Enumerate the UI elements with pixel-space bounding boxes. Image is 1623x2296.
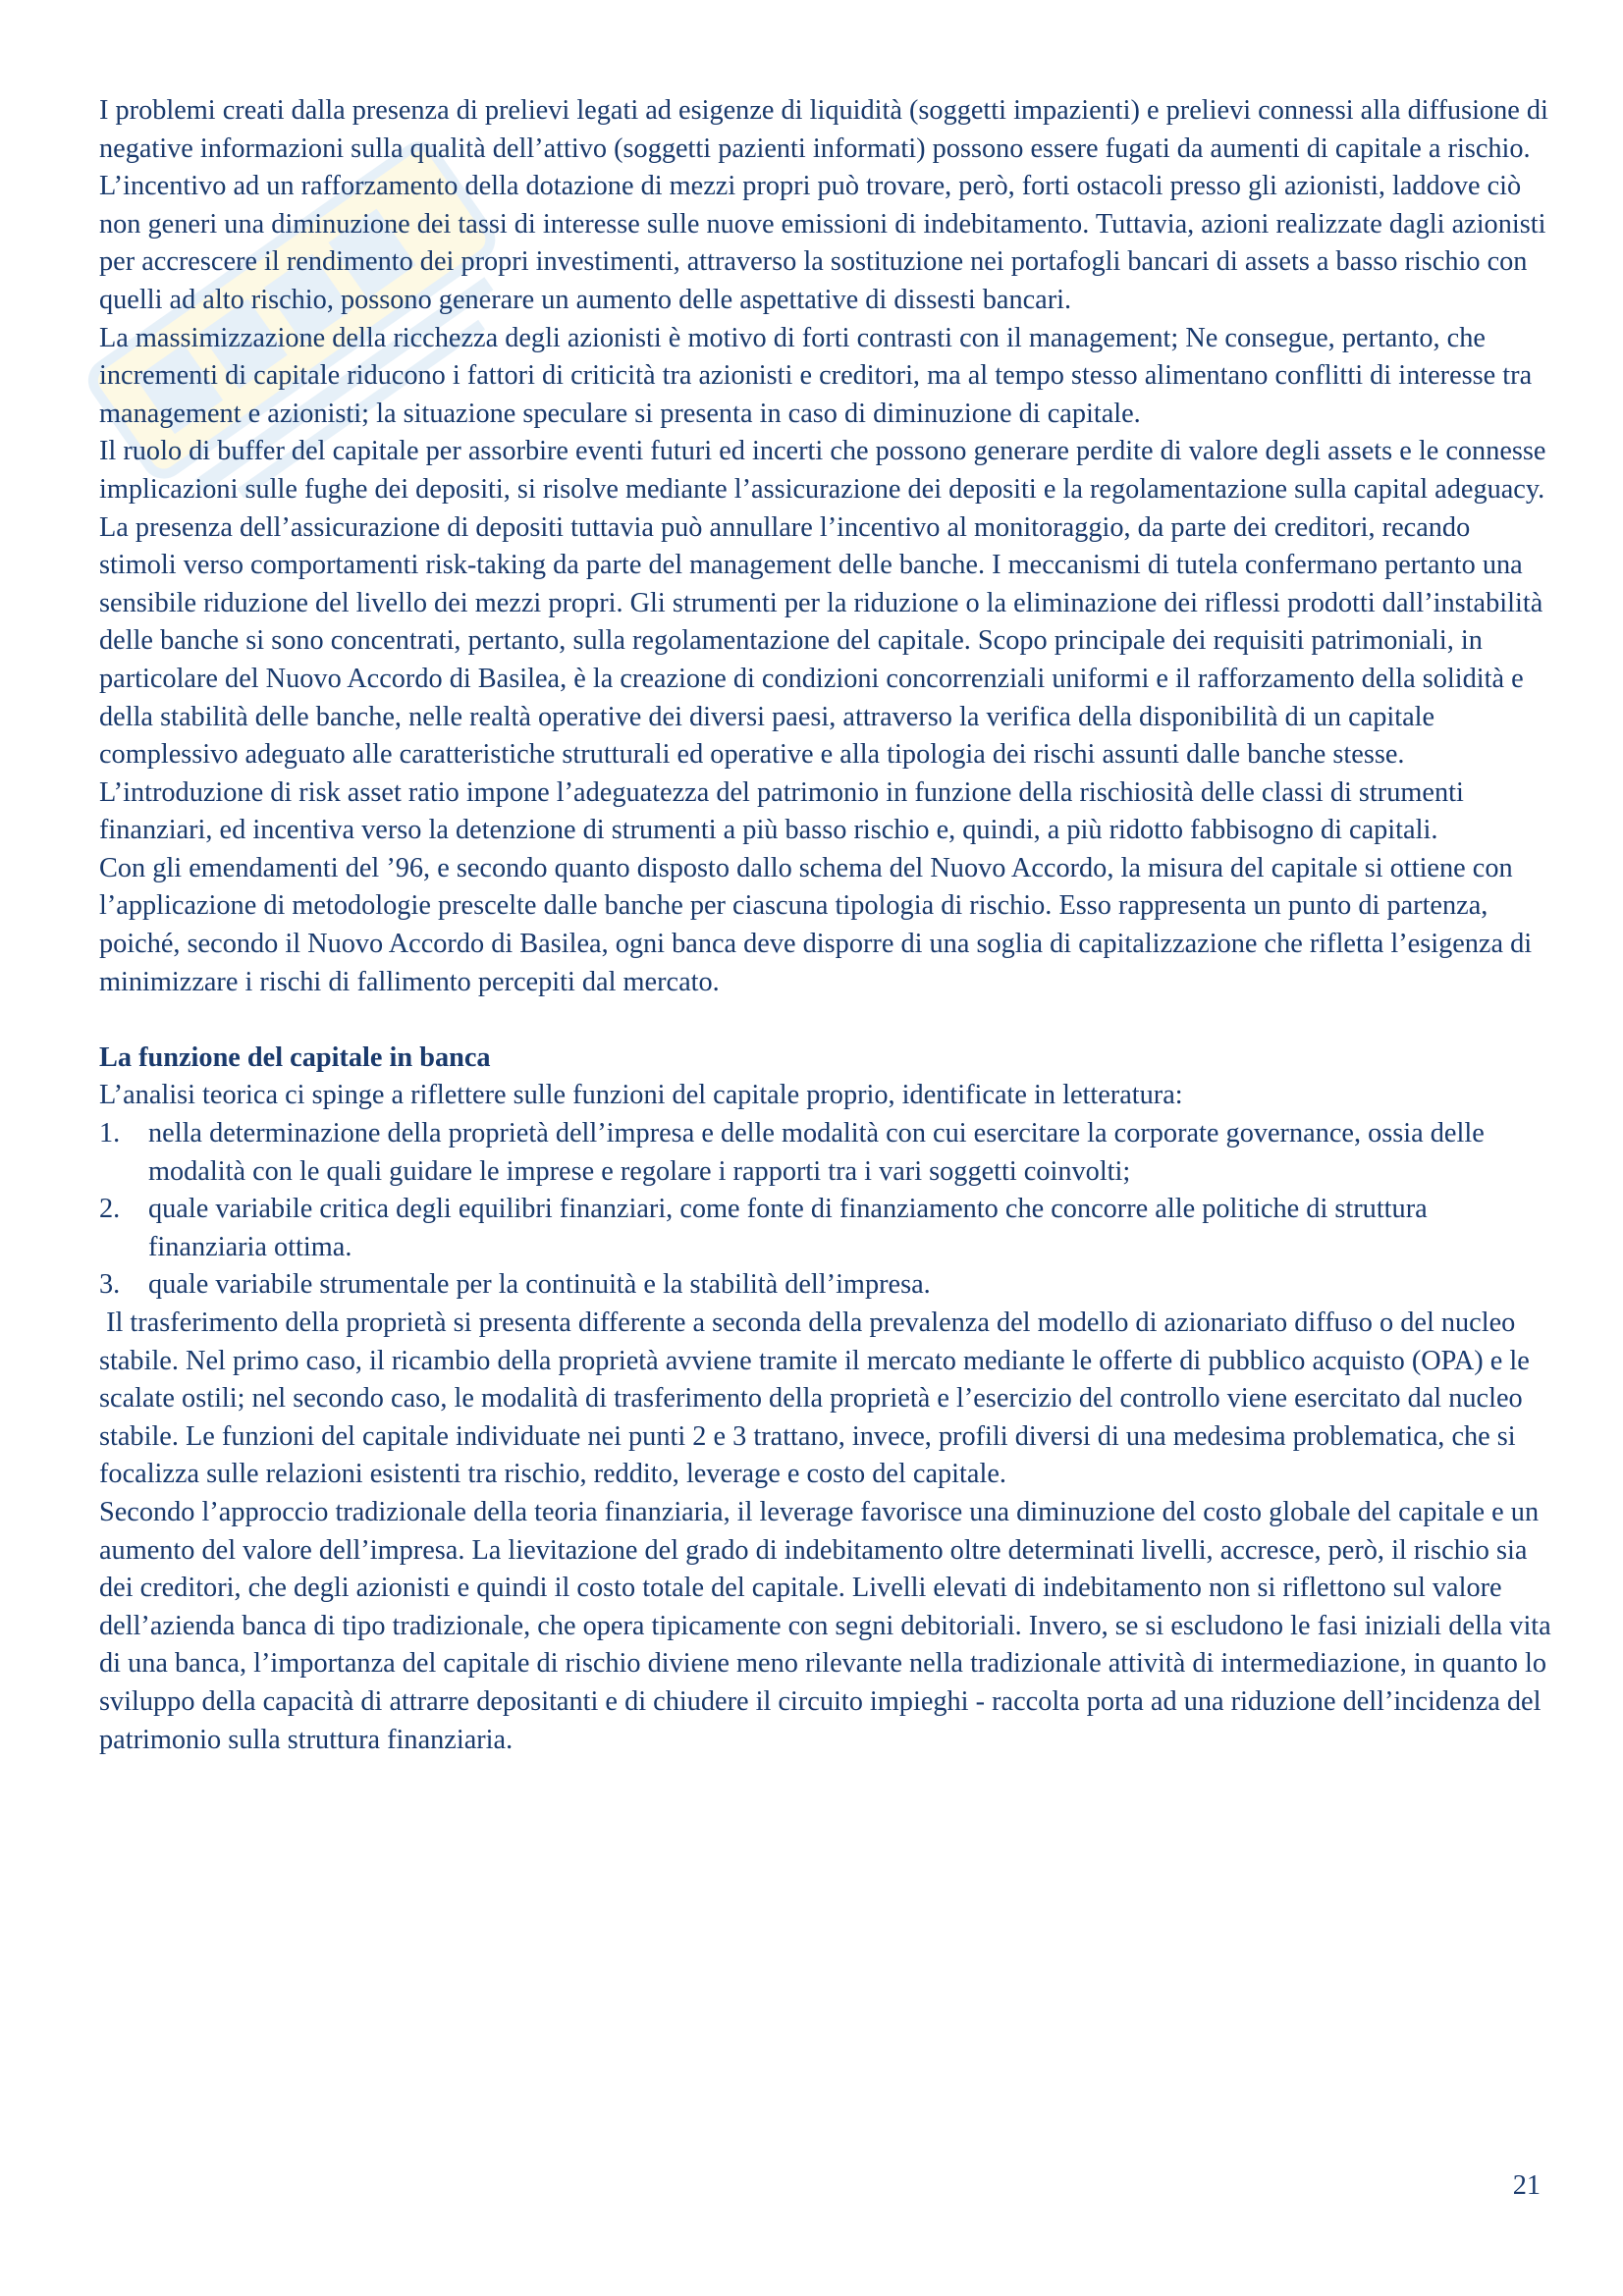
paragraph: Il ruolo di buffer del capitale per assorbire eventi futuri ed incerti che possono generare perdite di valore degli assets e le connesse implicazioni sulle fughe dei depositi, si risolve mediante l’assicurazione dei depositi e la regolamentazione sulla capital adeguacy. La presenza dell’assicurazione di depositi tuttavia può annullare l’incentivo al monitoraggio, da parte dei creditori, recando stimoli verso comportamenti risk-taking da parte del management delle banche. I meccanismi di tutela confermano pertanto una sensibile riduzione del livello dei mezzi propri. Gli strumenti per la riduzione o la eliminazione dei riflessi prodotti dall’instabilità delle banche si sono concentrati, pertanto, sulla regolamentazione del capitale. Scopo principale dei requisiti patrimoniali, in particolare del Nuovo Accordo di Basilea, è la creazione di condizioni concorrenziali uniformi e il rafforzamento della solidità e della stabilità delle banche, nelle realtà operative dei diversi paesi, attraverso la verifica della disponibilità di un capitale complessivo adeguato alle caratteristiche strutturali ed operative e alla tipologia dei rischi assunti dalle banche stesse. (99, 436, 1546, 771)
paragraph: Con gli emendamenti del ’96, e secondo quanto disposto dallo schema del Nuovo Accordo, la misura del capitale si ottiene con l’applicazione di metodologie prescelte dalle banche per ciascuna tipologia di rischio. Esso rappresenta un punto di partenza, poiché, secondo il Nuovo Accordo di Basilea, ogni banca deve disporre di una soglia di capitalizzazione che rifletta l’esigenza di minimizzare i rischi di fallimento percepiti dal mercato. (99, 852, 1533, 997)
list-item (99, 1266, 1552, 1305)
list-item (99, 1191, 1552, 1266)
paragraph: Secondo l’approccio tradizionale della teoria finanziaria, il leverage favorisce una diminuzione del costo globale del capitale e un aumento del valore dell’impresa. La lievitazione del grado di indebitamento oltre determinati livelli, accresce, però, il rischio sia dei creditori, che degli azionisti e quindi il costo totale del capitale. Livelli elevati di indebitamento non si riflettono sul valore dell’azienda banca di tipo tradizionale, che opera tipicamente con segni debitoriali. Invero, se si escludono le fasi iniziali della vita di una banca, l’importanza del capitale di rischio diviene meno rilevante nella tradizionale attività di intermediazione, in quanto lo sviluppo della capacità di attrarre depositanti e di chiudere il circuito impieghi - raccolta porta ad una riduzione dell’incidenza del patrimonio sulla struttura finanziaria. (99, 1496, 1551, 1755)
document-body (99, 92, 1552, 1759)
list-item-number: 3. (99, 1269, 121, 1301)
paragraph: Il trasferimento della proprietà si presenta differente a seconda della prevalenza del modello di azionariato diffuso o del nucleo stabile. Nel primo caso, il ricambio della proprietà avviene tramite il mercato mediante le offerte di pubblico acquisto (OPA) e le scalate ostili; nel secondo caso, le modalità di trasferimento della proprietà e l’esercizio del controllo viene esercitato dal nucleo stabile. Le funzioni del capitale individuate nei punti 2 e 3 trattano, invece, profili diversi di una medesima problematica, che si focalizza sulle relazioni esistenti tra rischio, reddito, leverage e costo del capitale. (99, 1308, 1537, 1490)
list-item-text: nella determinazione della proprietà dell’impresa e delle modalità con cui esercitare la corporate governance, ossia delle modalità con le quali guidare le imprese e regolare i rapporti tra i vari soggetti coinvolti; (148, 1118, 1485, 1187)
paragraph: La massimizzazione della ricchezza degli azionisti è motivo di forti contrasti con il management; Ne consegue, pertanto, che incrementi di capitale riducono i fattori di criticità tra azionisti e creditori, ma al tempo stesso alimentano conflitti di interesse tra management e azionisti; la situazione speculare si presenta in caso di diminuzione di capitale. (99, 322, 1533, 429)
functions-list (99, 1115, 1552, 1305)
section-intro: L’analisi teorica ci spinge a riflettere sulle funzioni del capitale proprio, identificate in letteratura: (99, 1080, 1183, 1111)
list-item (99, 1115, 1552, 1191)
list-item-text: quale variabile strumentale per la continuità e la stabilità dell’impresa. (148, 1269, 931, 1301)
list-item-number: 2. (99, 1194, 121, 1225)
page-number: 21 (1512, 2170, 1541, 2201)
list-item-number: 1. (99, 1118, 121, 1149)
paragraph: L’introduzione di risk asset ratio impone l’adeguatezza del patrimonio in funzione della rischiosità delle classi di strumenti finanziari, ed incentiva verso la detenzione di strumenti a più basso rischio e, quindi, a più ridotto fabbisogno di capitali. (99, 776, 1464, 846)
list-item-text: quale variabile critica degli equilibri finanziari, come fonte di finanziamento che concorre alle politiche di struttura finanziaria ottima. (148, 1194, 1428, 1262)
section-heading: La funzione del capitale in banca (99, 1041, 491, 1073)
paragraph: I problemi creati dalla presenza di prelievi legati ad esigenze di liquidità (soggetti impazienti) e prelievi connessi alla diffusione di negative informazioni sulla qualità dell’attivo (soggetti pazienti informati) possono essere fugati da aumenti di capitale a rischio. L’incentivo ad un rafforzamento della dotazione di mezzi propri può trovare, però, forti ostacoli presso gli azionisti, laddove ciò non generi una diminuzione dei tassi di interesse sulle nuove emissioni di indebitamento. Tuttavia, azioni realizzate dagli azionisti per accrescere il rendimento dei propri investimenti, attraverso la sostituzione nei portafogli bancari di assets a basso rischio con quelli ad alto rischio, possono generare un aumento delle aspettative di dissesti bancari. (99, 95, 1548, 315)
